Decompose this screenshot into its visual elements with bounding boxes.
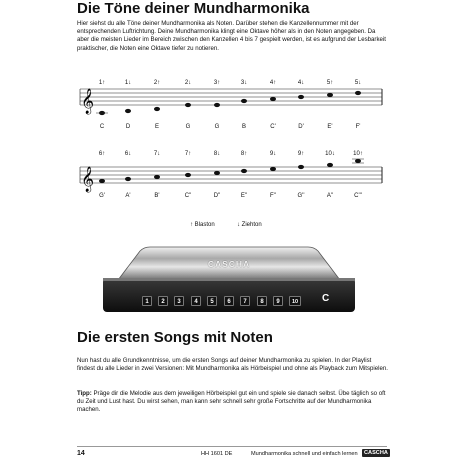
hole-3: 3 (174, 296, 184, 306)
channel-label: 8↓ (213, 151, 221, 157)
note-name: A'' (326, 193, 334, 199)
intro-paragraph: Hier siehst du alle Töne deiner Mundharmonika als Noten. Darüber stehen die Kanzellennummer mit der entsprechenden Luftrichtung. Deine Mundharmonika klingt eine Oktave höher als in den Noten angegeben. Da aber die meisten Lieder im Bereich zwischen den Kanzellen 4 bis 7 gespielt werden, ist es aufgrund der Lesbarkeit praktischer, die Noten eine Oktave tiefer zu notieren. (77, 20, 386, 52)
legend-draw: ↓ Ziehton (237, 222, 262, 228)
hole-6: 6 (224, 296, 234, 306)
note-name: E' (327, 124, 333, 130)
hole-1: 1 (142, 296, 152, 306)
hole-4: 4 (191, 296, 201, 306)
channel-label: 10↓ (325, 151, 335, 157)
channel-label: 7↑ (184, 151, 192, 157)
note-name: B (241, 124, 246, 130)
channel-label: 1↑ (98, 80, 106, 86)
tip-text: Präge dir die Melodie aus dem jeweiligen Hörbeispiel gut ein und spiele sie danach selbst. Übe täglich so oft du Zeit und Lust hast. Du wirst sehen, man kann sehr schnell sehr große Fortschritte auf der Mundharmonika machen. (77, 390, 386, 414)
footer-divider (77, 446, 387, 447)
hole-7: 7 (240, 296, 250, 306)
footer-code: HH 1601 DE (201, 451, 233, 457)
note-name: D' (298, 124, 304, 130)
note-name: C'' (184, 193, 192, 199)
footer-title: Mundharmonika schnell und einfach lernen (251, 451, 358, 457)
channel-label: 2↓ (184, 80, 192, 86)
harmonica-key: C (322, 293, 330, 304)
note-name: D'' (213, 193, 221, 199)
hole-9: 9 (273, 296, 283, 306)
note-name: F'' (270, 193, 276, 199)
section-title-tones: Die Töne deiner Mundharmonika (77, 0, 310, 17)
harmonica-brand: CASCHA (207, 259, 251, 269)
note-name: F' (355, 124, 361, 130)
note-name: E'' (240, 193, 248, 199)
channel-label: 10↑ (353, 151, 363, 157)
channel-label: 3↑ (213, 80, 221, 86)
legend-blow: ↑ Blaston (190, 222, 215, 228)
songs-paragraph: Nun hast du alle Grundkenntnisse, um die ersten Songs auf deiner Mundharmonika zu spielen. In der Playlist findest du alle Lieder in zwei Versionen: Mit Mundharmonika als Hörbeispiel und ohne als Playback zum Mitspielen. (77, 357, 388, 373)
note-name: G'' (297, 193, 305, 199)
note-name: D (125, 124, 131, 130)
channel-label: 6↑ (98, 151, 106, 157)
harmonica-body-svg (100, 246, 358, 318)
note-name: C' (270, 124, 276, 130)
footer-logo: CASCHA (364, 450, 388, 456)
channel-label: 8↑ (240, 151, 248, 157)
channel-label: 4↓ (297, 80, 305, 86)
note-name: G' (99, 193, 105, 199)
channel-label: 5↑ (326, 80, 334, 86)
note-name: G (185, 124, 191, 130)
note-name: C (99, 124, 105, 130)
note-name: G (214, 124, 220, 130)
section-title-songs: Die ersten Songs mit Noten (77, 329, 273, 346)
channel-label: 4↑ (269, 80, 277, 86)
hole-8: 8 (257, 296, 267, 306)
note-name: C''' (354, 193, 362, 199)
note-name: E (154, 124, 159, 130)
channel-label: 6↓ (124, 151, 132, 157)
channel-label: 9↓ (269, 151, 277, 157)
channel-label: 1↓ (124, 80, 132, 86)
treble-clef-icon: 𝄞 (81, 167, 95, 192)
hole-5: 5 (207, 296, 217, 306)
channel-label: 2↑ (153, 80, 161, 86)
channel-label: 7↓ (153, 151, 161, 157)
hole-2: 2 (158, 296, 168, 306)
channel-label: 3↓ (240, 80, 248, 86)
note-name: B' (154, 193, 160, 199)
harmonica-image (100, 246, 358, 318)
channel-label: 5↓ (354, 80, 362, 86)
treble-clef-icon: 𝄞 (81, 89, 95, 114)
page-number: 14 (77, 450, 85, 457)
tip-paragraph (77, 390, 389, 415)
tip-label: Tipp: (77, 390, 92, 397)
note-name: A' (125, 193, 131, 199)
channel-label: 9↑ (297, 151, 305, 157)
hole-10: 10 (289, 296, 301, 306)
